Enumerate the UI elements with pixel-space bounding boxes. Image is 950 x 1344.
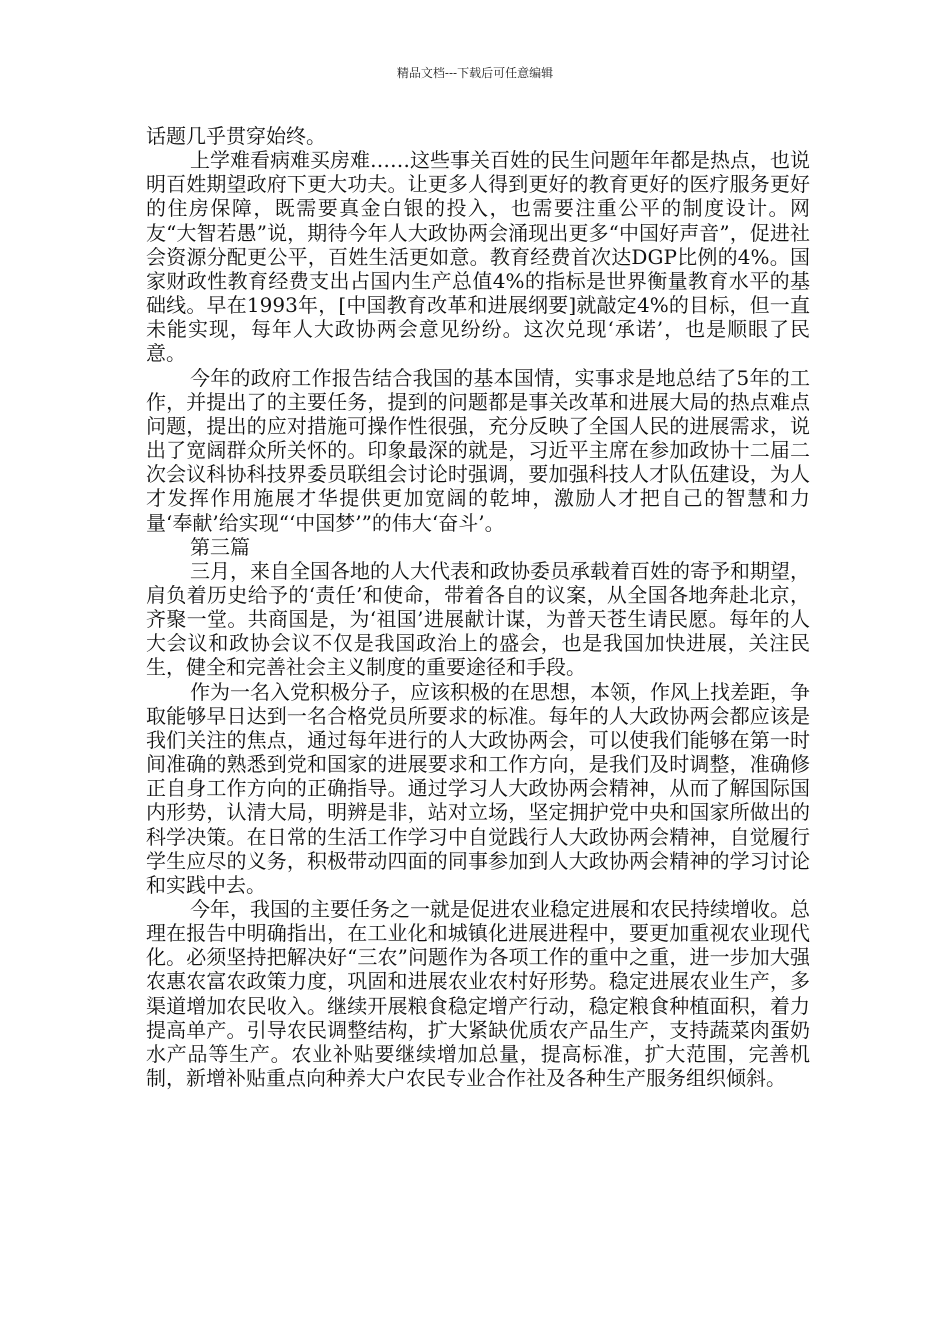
paragraph-5: 作为一名入党积极分子，应该积极的在思想，本领，作风上找差距，争取能够早日达到一名合格党员所要求的标准。每年的人大政协两会都应该是我们关注的焦点，通过每年进行的人大政协两会，可以使我们能够在第一时间准确的熟悉到党和国家的进展要求和工作方向，是我们及时调整，准确修正自身工作方向的正确指导。通过学习人大政协两会精神，从而了解国际国内形势，认清大局，明辨是非，站对立场，坚定拥护党中央和国家所做出的科学决策。在日常的生活工作学习中自觉践行人大政协两会精神，自觉履行学生应尽的义务，积极带动四面的同事参加到人大政协两会精神的学习讨论和实践中去。 (146, 679, 810, 897)
paragraph-2: 上学难看病难买房难……这些事关百姓的民生问题年年都是热点，也说明百姓期望政府下更大功夫。让更多人得到更好的教育更好的医疗服务更好的住房保障，既需要真金白银的投入，也需要注重公平的制度设计。网友“大智若愚”说，期待今年人大政协两会涌现出更多“中国好声音”，促进社会资源分配更公平，百姓生活更如意。教育经费首次达DGP比例的4%。国家财政性教育经费支出占国内生产总值4%的指标是世界衡量教育水平的基础线。早在1993年，[中国教育改革和进展纲要]就敲定4%的目标，但一直未能实现，每年人大政协两会意见纷纷。这次兑现‘承诺’，也是顺眼了民意。 (146, 148, 810, 366)
page-header: 精品文档---下载后可任意编辑 (396, 66, 554, 80)
document-body (146, 124, 810, 1090)
paragraph-4: 三月，来自全国各地的人大代表和政协委员承载着百姓的寄予和期望，肩负着历史给予的‘责任’和使命，带着各自的议案，从全国各地奔赴北京，齐聚一堂。共商国是，为‘祖国’进展献计谋，为普天苍生请民愿。每年的人大会议和政协会议不仅是我国政治上的盛会，也是我国加快进展，关注民生，健全和完善社会主义制度的重要途径和手段。 (146, 558, 810, 680)
paragraph-1: 话题几乎贯穿始终。 (146, 124, 326, 148)
section-heading: 第三篇 (190, 534, 250, 559)
paragraph-3: 今年的政府工作报告结合我国的基本国情，实事求是地总结了5年的工作，并提出了的主要任务，提到的问题都是事关改革和进展大局的热点难点问题，提出的应对措施可操作性很强，充分反映了全国人民的进展需求，说出了宽阔群众所关怀的。印象最深的就是，习近平主席在参加政协十二届二次会议科协科技界委员联组会讨论时强调，要加强科技人才队伍建设，为人才发挥作用施展才华提供更加宽阔的乾坤，激励人才把自己的智慧和力量‘奉献’给实现“‘中国梦’”的伟大‘奋斗’。 (146, 365, 810, 535)
paragraph-6: 今年，我国的主要任务之一就是促进农业稳定进展和农民持续增收。总理在报告中明确指出，在工业化和城镇化进展进程中，要更加重视农业现代化。必须坚持把解决好“三农”问题作为各项工作的重中之重，进一步加大强农惠农富农政策力度，巩固和进展农业农村好形势。稳定进展农业生产，多渠道增加农民收入。继续开展粮食稳定增产行动，稳定粮食种植面积，着力提高单产。引导农民调整结构，扩大紧缺优质农产品生产，支持蔬菜肉蛋奶水产品等生产。农业补贴要继续增加总量，提高标准，扩大范围，完善机制，新增补贴重点向种养大户农民专业合作社及各种生产服务组织倾斜。 (146, 897, 810, 1091)
